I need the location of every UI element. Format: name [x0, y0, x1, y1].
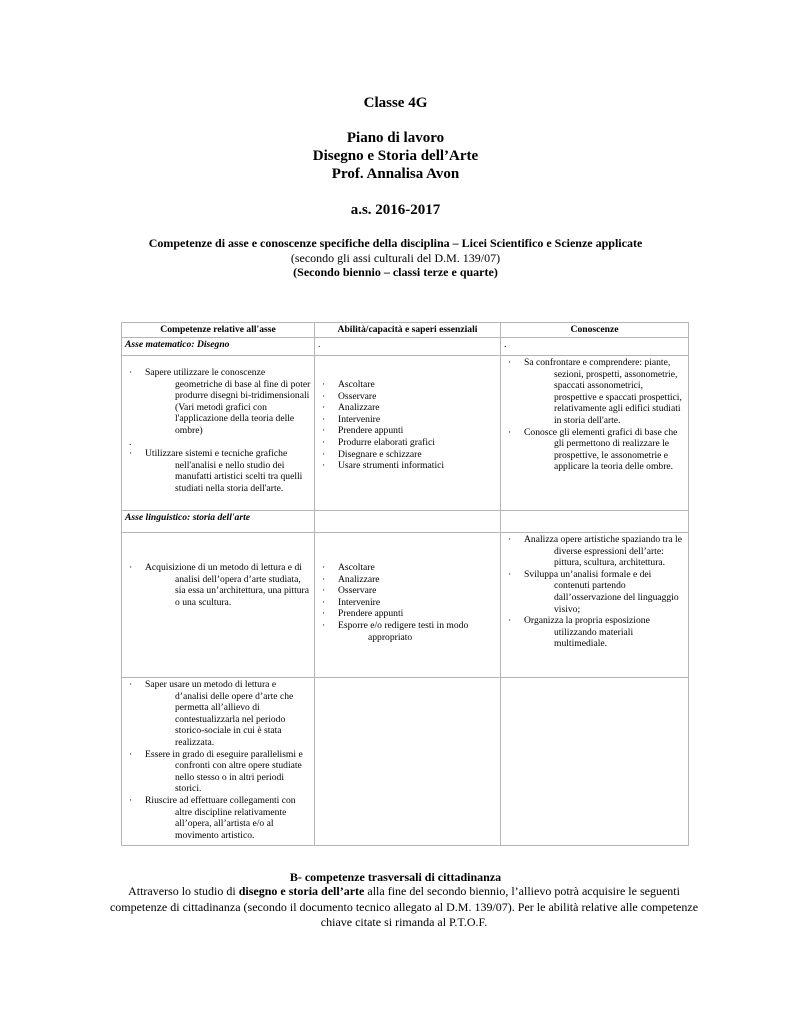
list-item: · Disegnare e schizzare [318, 449, 497, 461]
list-item: · Usare strumenti informatici [318, 460, 497, 472]
asse-matematico-label: Asse matematico: Disegno [125, 339, 230, 350]
subject-title: Disegno e Storia dell’Arte [312, 148, 479, 164]
list-item: · Essere in grado di eseguire parallelismi e confronti con altre opere studiate nello stesso o in altri periodi storici. [125, 749, 311, 795]
list-item: · Sviluppa un’analisi formale e dei contenuti partendo dall’osservazione del linguaggio visivo; [504, 569, 685, 615]
placeholder-dot: . [318, 339, 321, 350]
asse-linguistico-label: Asse linguistico: storia dell'arte [125, 512, 250, 523]
section-b-title: B- competenze trasversali di cittadinanza [289, 870, 502, 884]
list-item: · Analizza opere artistiche spaziando tra le diverse espressioni dell’arte: pittura, scultura, architettura. [504, 534, 685, 569]
conoscenze-list [504, 357, 685, 473]
abilita-list [318, 562, 497, 643]
list-item: · Ascoltare [318, 379, 497, 391]
column-header: Conoscenze [501, 323, 689, 338]
table-row [122, 678, 689, 846]
list-item: · Acquisizione di un metodo di lettura e di analisi dell’opera d’arte studiata, sia essa un’architettura, una pittura o una scultura. [125, 562, 311, 608]
biennio-note: (Secondo biennio – classi terze e quarte) [293, 265, 498, 279]
list-item: · Sa confrontare e comprendere: piante, sezioni, prospetti, assonometrie, spaccati assonometrici, prospettive e spaccati prospettici, relativamente agli edifici studiati in storia dell'arte. [504, 357, 685, 427]
conoscenze-list [504, 534, 685, 650]
school-year: a.s. 2016-2017 [350, 202, 441, 218]
placeholder-dot: . [129, 436, 132, 448]
competenze-list [125, 679, 311, 841]
abilita-list [318, 379, 497, 472]
list-item: · Sapere utilizzare le conoscenze geometriche di base al fine di poter produrre disegni bi-tridimensionali (Vari metodi grafici con l'applicazione della teoria delle ombre) [125, 367, 311, 437]
placeholder-dot: . [504, 339, 507, 350]
list-item: · Produrre elaborati grafici [318, 437, 497, 449]
competences-heading: Competenze di asse e conoscenze specifiche della disciplina – Licei Scientifico e Scienze applicate [148, 236, 643, 250]
plan-title: Piano di lavoro [346, 130, 445, 146]
table-header-row [122, 323, 689, 338]
list-item: · Osservare [318, 585, 497, 597]
list-item: · Analizzare [318, 574, 497, 586]
table-row [122, 533, 689, 678]
list-item: · Utilizzare sistemi e tecniche grafiche nell'analisi e nello studio dei manufatti artistici scelti tra quelli studiati nella storia dell'arte. [125, 448, 311, 494]
list-item: · Saper usare un metodo di lettura e d’analisi delle opere d’arte che permetta all’allievo di contestualizzarla nel periodo storico-sociale in cui è stata realizzata. [125, 679, 311, 749]
list-item: · Analizzare [318, 402, 497, 414]
list-item: · Osservare [318, 391, 497, 403]
table-row [122, 511, 689, 533]
class-title: Classe 4G [363, 95, 428, 111]
section-b-text: Attraverso lo studio di disegno e storia dell’arte alla fine del secondo biennio, l’allievo potrà acquisire le seguenti competenze di cittadinanza (secondo il documento tecnico allegato al D.M. 139/07). Per le abilità relative alle competenze chiave citate si rimanda al P.T.O.F. [109, 884, 699, 929]
list-item: · Prendere appunti [318, 608, 497, 620]
list-item: · Organizza la propria esposizione utilizzando materiali multimediale. [504, 615, 685, 650]
list-item: · Riuscire ad effettuare collegamenti con altre discipline relativamente all’opera, all’artista e/o al movimento artistico. [125, 795, 311, 841]
table-row [122, 338, 689, 356]
competences-table [121, 322, 689, 846]
list-item: · Prendere appunti [318, 425, 497, 437]
teacher-name: Prof. Annalisa Avon [331, 166, 460, 182]
table-row [122, 356, 689, 511]
list-item: · Intervenire [318, 597, 497, 609]
column-header: Competenze relative all'asse [122, 323, 315, 338]
list-item: · Conosce gli elementi grafici di base che gli permettono di realizzare le prospettive, le assonometrie e applicare la teoria delle ombre. [504, 427, 685, 473]
list-item: · Esporre e/o redigere testi in modo appropriato [318, 620, 497, 643]
column-header: Abilità/capacità e saperi essenziali [315, 323, 501, 338]
competences-note: (secondo gli assi culturali del D.M. 139/07) [290, 251, 501, 265]
list-item: · Ascoltare [318, 562, 497, 574]
list-item: · Intervenire [318, 414, 497, 426]
